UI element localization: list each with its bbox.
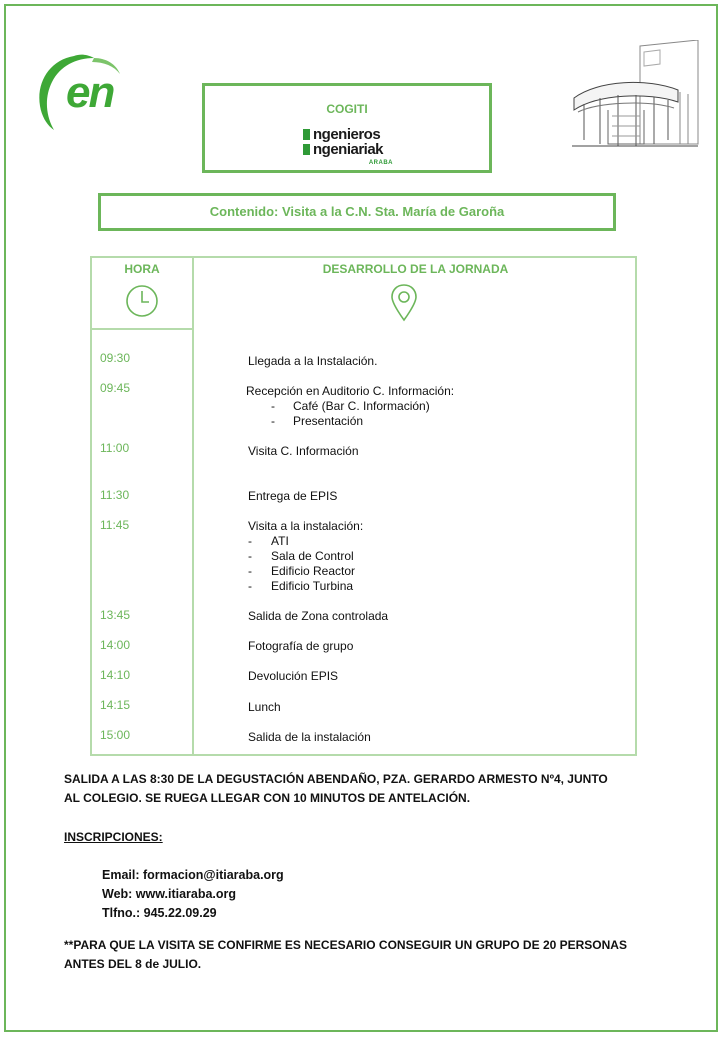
row-activity: Llegada a la Instalación.: [248, 354, 378, 368]
row-time: 14:15: [100, 698, 131, 712]
row-time: 11:45: [100, 518, 130, 532]
list-item: - ATI: [248, 534, 289, 548]
phone-text: Tlfno.: 945.22.09.29: [102, 906, 217, 920]
organization-header: [202, 83, 492, 173]
ing-bar-icon: [303, 129, 310, 140]
ing-bar-icon: [303, 144, 310, 155]
list-item: - Sala de Control: [248, 549, 354, 563]
footnote-line: ANTES DEL 8 de JULIO.: [64, 957, 202, 971]
org-name: COGITI: [326, 102, 368, 116]
row-activity: Visita a la instalación:: [248, 519, 364, 533]
header-row-divider: [92, 328, 192, 330]
row-activity: Fotografía de grupo: [248, 639, 354, 653]
row-time: 09:45: [100, 381, 131, 395]
row-activity: Salida de Zona controlada: [248, 609, 389, 623]
footnote-line: **PARA QUE LA VISITA SE CONFIRME ES NECESARIO CONSEGUIR UN GRUPO DE 20 PERSONAS: [64, 938, 627, 952]
row-time: 11:30: [100, 488, 130, 502]
departure-notice: [64, 770, 608, 808]
row-activity: Devolución EPIS: [248, 669, 339, 683]
row-activity: Lunch: [248, 700, 281, 714]
location-pin-icon: [390, 284, 418, 322]
column-header-hora: HORA: [124, 262, 160, 276]
power-plant-building-icon: [568, 40, 702, 152]
list-item: - Edificio Reactor: [248, 564, 356, 578]
row-time: 09:30: [100, 351, 131, 365]
row-time: 14:10: [100, 668, 131, 682]
logo-text: en: [66, 68, 114, 117]
content-title-box: Contenido: Visita a la C.N. Sta. María de Garoña: [98, 193, 616, 231]
list-item: - Edificio Turbina: [248, 579, 354, 593]
en-logo: [34, 50, 134, 135]
contact-info: [102, 866, 284, 923]
email-text[interactable]: Email: formacion@itiaraba.org: [102, 868, 284, 882]
row-time: 14:00: [100, 638, 131, 652]
row-activity-group: [246, 384, 454, 429]
footnote: [64, 936, 627, 974]
row-activity: Salida de la instalación: [248, 730, 371, 744]
ing-line-2: ngeniariak: [313, 141, 384, 158]
column-divider: [192, 258, 194, 754]
row-activity: Entrega de EPIS: [248, 489, 338, 503]
ing-region: ARABA: [368, 160, 393, 166]
list-item: - Presentación: [271, 414, 364, 428]
notice-line: SALIDA A LAS 8:30 DE LA DEGUSTACIÓN ABENDAÑO, PZA. GERARDO ARMESTO Nº4, JUNTO: [64, 772, 608, 786]
row-activity: Recepción en Auditorio C. Información:: [246, 384, 455, 398]
notice-line: AL COLEGIO. SE RUEGA LLEGAR CON 10 MINUTOS DE ANTELACIÓN.: [64, 791, 471, 805]
schedule-table: [90, 256, 637, 756]
row-activity: Visita C. Información: [248, 444, 359, 458]
row-activity-group: [248, 519, 363, 594]
inscripciones-title: INSCRIPCIONES:: [64, 830, 163, 844]
web-text[interactable]: Web: www.itiaraba.org: [102, 887, 237, 901]
row-time: 15:00: [100, 728, 131, 742]
clock-icon: [125, 284, 159, 318]
column-header-desarrollo: DESARROLLO DE LA JORNADA: [322, 262, 509, 276]
page-frame: [4, 4, 718, 1032]
row-time: 13:45: [100, 608, 131, 622]
list-item: - Café (Bar C. Información): [271, 399, 430, 413]
ingenieros-logo: [301, 126, 397, 166]
row-time: 11:00: [100, 441, 130, 455]
ing-line-1: ngenieros: [313, 126, 381, 143]
